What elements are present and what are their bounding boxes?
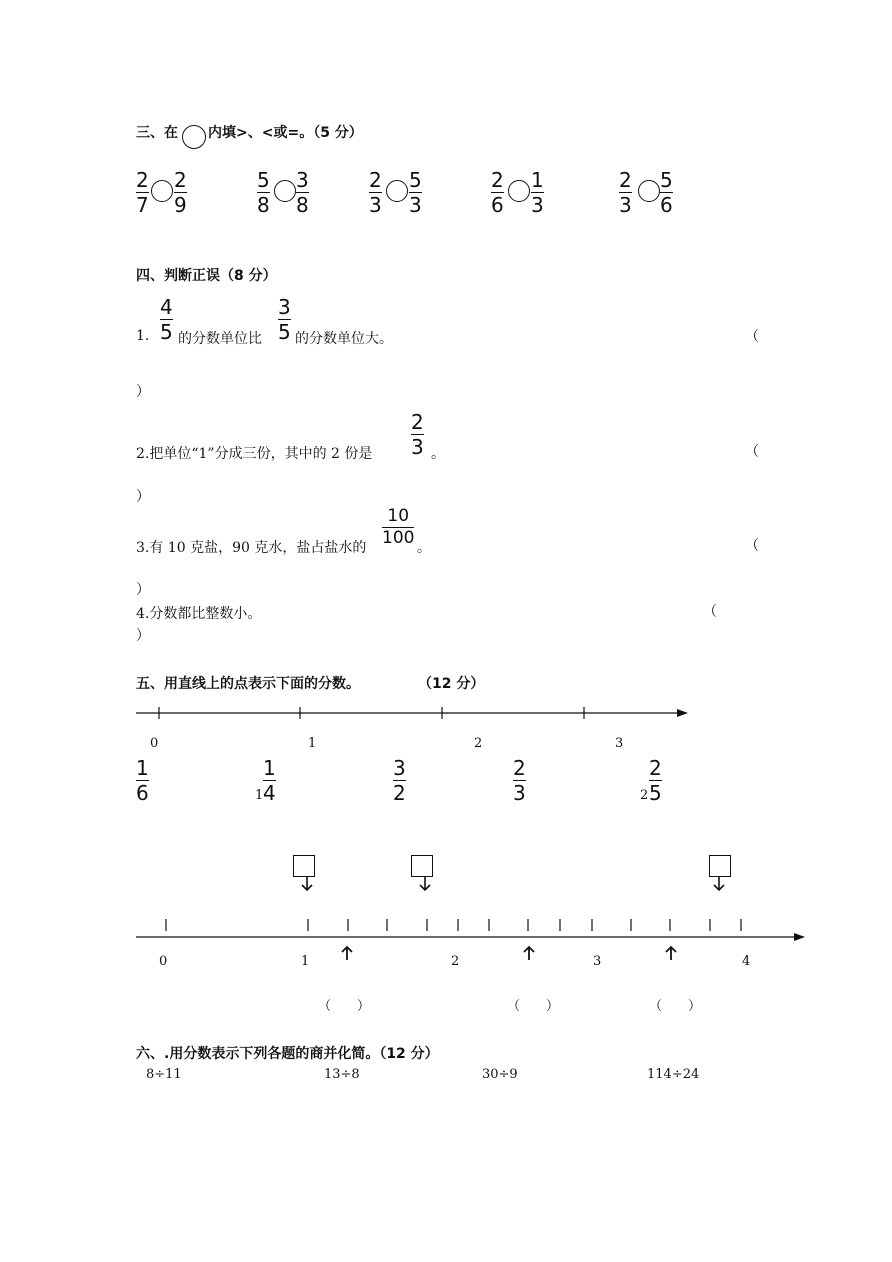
- division-item: 114÷24: [647, 1067, 700, 1082]
- q1-text: 的分数单位比: [178, 331, 262, 347]
- fraction: 2 3: [369, 168, 382, 217]
- fraction: 2 3: [411, 410, 424, 459]
- q2-text: 2.把单位“1”分成三份，其中的 2 份是: [136, 446, 373, 462]
- division-item: 30÷9: [482, 1067, 518, 1082]
- answer-box[interactable]: [709, 855, 731, 877]
- answer-paren-open[interactable]: （: [745, 444, 759, 460]
- fraction: 10 100: [382, 506, 415, 548]
- fraction: 1 4: [263, 756, 276, 805]
- fraction: 5 8: [257, 168, 270, 217]
- axis-label: 0: [150, 736, 159, 751]
- fraction: 1 3: [531, 168, 544, 217]
- answer-paren-close: ）: [136, 384, 150, 400]
- answer-paren-open[interactable]: （: [745, 538, 759, 554]
- down-arrow-icon: [420, 877, 430, 890]
- whole-part: 2: [640, 788, 649, 803]
- fraction: 2 3: [513, 756, 526, 805]
- q4-text: 4.分数都比整数小。: [136, 606, 262, 622]
- answer-paren-open[interactable]: （: [703, 604, 717, 620]
- axis-label: 0: [159, 954, 168, 969]
- q3-text: 3.有 10 克盐，90 克水，盐占盐水的: [136, 540, 367, 556]
- fraction: 5 3: [409, 168, 422, 217]
- answer-paren[interactable]: （ ）: [649, 999, 702, 1014]
- fraction: 2 7: [136, 168, 149, 217]
- answer-box[interactable]: [293, 855, 315, 877]
- q3-suffix: 。: [417, 540, 431, 556]
- q1-number: 1.: [136, 328, 150, 344]
- up-arrow-icon: [524, 947, 534, 960]
- fraction: 2 5: [649, 756, 662, 805]
- answer-box[interactable]: [411, 855, 433, 877]
- axis-label: 3: [615, 736, 624, 751]
- section6-heading: 六、.用分数表示下列各题的商并化简。（12 分）: [136, 1046, 439, 1062]
- up-arrow-icon: [342, 947, 352, 960]
- whole-part: 1: [255, 788, 264, 803]
- up-arrow-icon: [666, 947, 676, 960]
- fraction: 4 5: [160, 295, 173, 344]
- division-item: 8÷11: [146, 1067, 182, 1082]
- answer-paren-close: ）: [136, 628, 150, 644]
- answer-paren[interactable]: （ ）: [318, 999, 371, 1014]
- axis-label: 1: [308, 736, 317, 751]
- section4-heading: 四、判断正误（8 分）: [136, 268, 277, 284]
- fraction: 5 6: [660, 168, 673, 217]
- number-line-1: [136, 707, 688, 719]
- fraction: 1 6: [136, 756, 149, 805]
- arrow-right-icon: [677, 709, 688, 717]
- axis-label: 2: [474, 736, 483, 751]
- fraction: 3 8: [296, 168, 309, 217]
- fraction: 2 9: [174, 168, 187, 217]
- axis-label: 1: [301, 954, 310, 969]
- division-item: 13÷8: [324, 1067, 360, 1082]
- fraction: 2 6: [491, 168, 504, 217]
- fraction: 3 5: [278, 295, 291, 344]
- section3-heading-prefix: 三、在: [136, 125, 178, 141]
- section5-score: （12 分）: [418, 676, 485, 692]
- number-line-2: [136, 919, 805, 941]
- down-arrow-icon: [302, 877, 312, 890]
- axis-label: 2: [451, 954, 460, 969]
- answer-paren-open[interactable]: （: [745, 329, 759, 345]
- section5-heading: 五、用直线上的点表示下面的分数。: [136, 676, 360, 692]
- arrow-right-icon: [794, 933, 805, 941]
- axis-label: 3: [593, 954, 602, 969]
- q1-text-suffix: 的分数单位大。: [295, 331, 393, 347]
- fraction: 3 2: [393, 756, 406, 805]
- answer-paren-close: ）: [136, 582, 150, 598]
- answer-paren-close: ）: [136, 489, 150, 505]
- q2-suffix: 。: [431, 446, 445, 462]
- answer-paren[interactable]: （ ）: [507, 999, 560, 1014]
- section3-heading-suffix: 内填>、<或=。（5 分）: [208, 125, 363, 141]
- down-arrow-icon: [714, 877, 724, 890]
- axis-label: 4: [742, 954, 751, 969]
- fraction: 2 3: [619, 168, 632, 217]
